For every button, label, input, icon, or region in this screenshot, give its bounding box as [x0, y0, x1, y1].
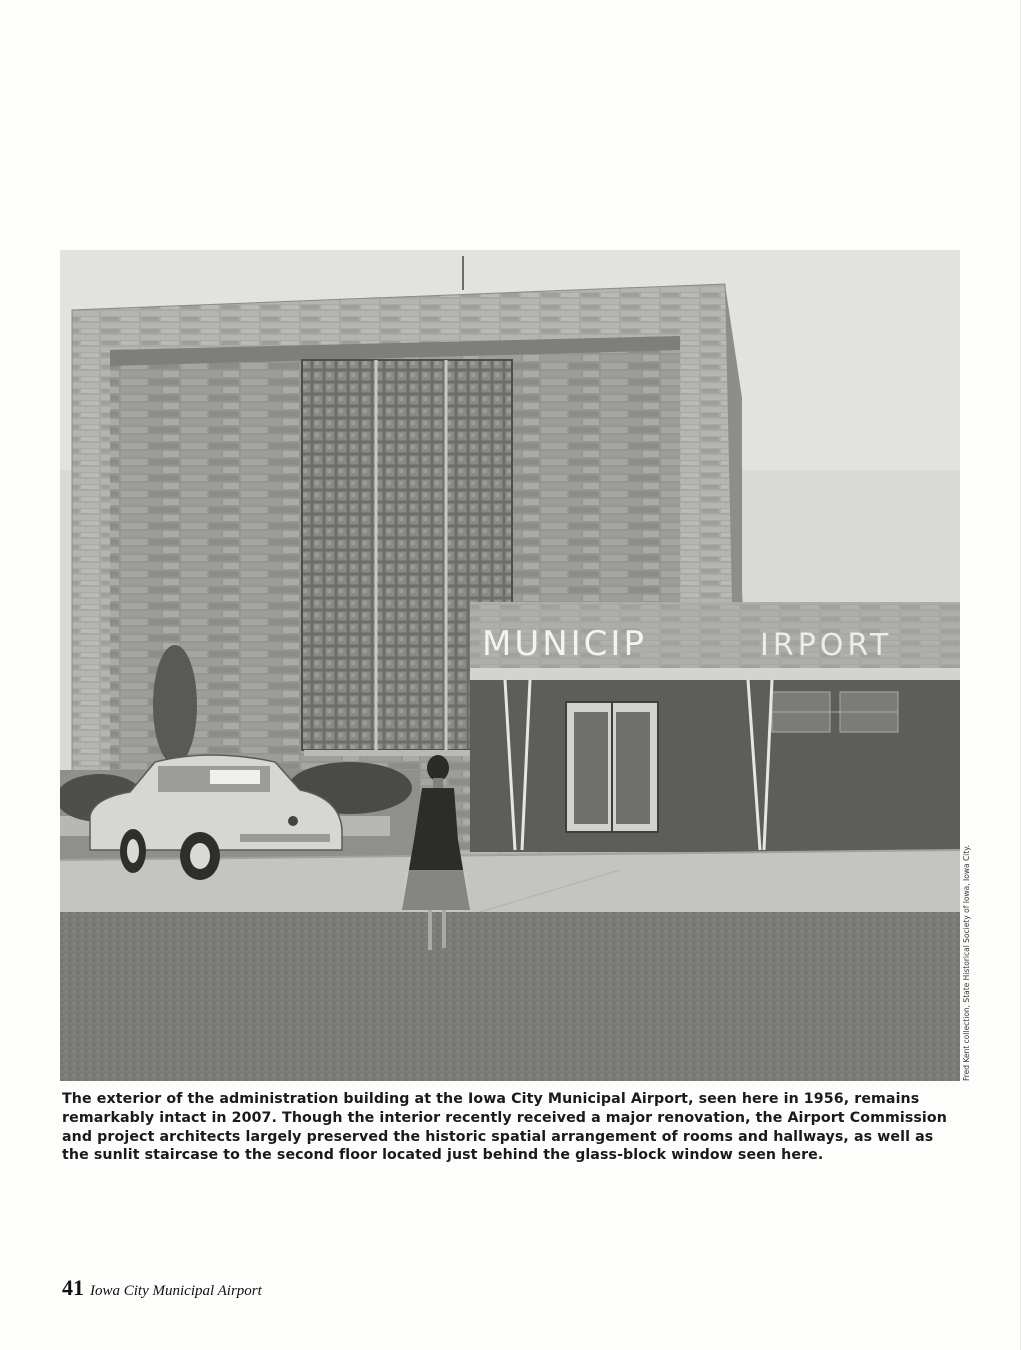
photo-credit: Fred Kent collection, State Historical Society of Iowa, Iowa City. [962, 845, 971, 1081]
figure-caption: The exterior of the administration building at the Iowa City Municipal Airport, seen here in 1956, remains remarkably intact in 2007. Though the interior recently received a major renovation, the Airport Commission and project architects largely preserved the historic spatial arrangement of rooms and hallways, as well as the sunlit staircase to the second floor located just behind the glass-block window seen here. [62, 1091, 947, 1164]
sign-municipal: MUNICIP [482, 624, 647, 664]
page-footer [62, 1275, 262, 1301]
page-number: 41 [62, 1275, 84, 1300]
book-title: Iowa City Municipal Airport [90, 1283, 262, 1299]
airport-building-photo [60, 250, 960, 1081]
sign-airport: IRPORT [760, 628, 893, 663]
